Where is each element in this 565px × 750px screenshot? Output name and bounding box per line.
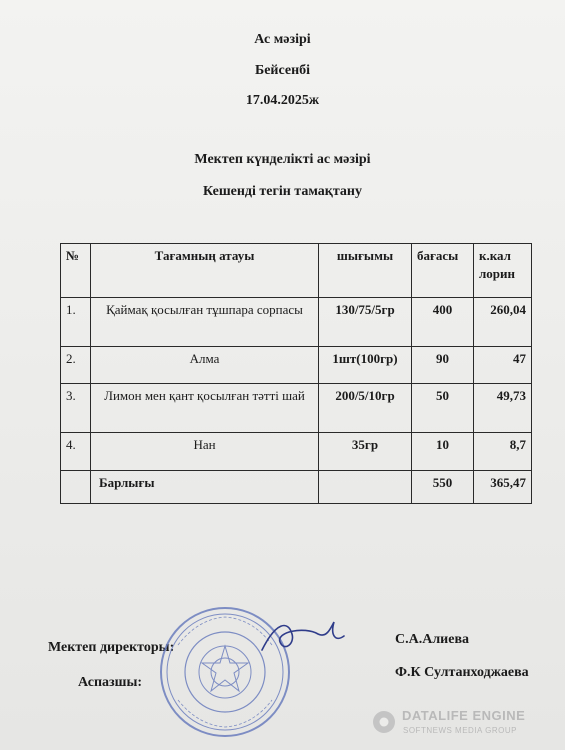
table-row <box>61 347 532 384</box>
total-price: 550 <box>412 471 474 504</box>
row-number: 4. <box>61 433 91 471</box>
row-number: 3. <box>61 384 91 433</box>
cook-name: Ф.К Султанходжаева <box>395 665 529 680</box>
table-row <box>61 298 532 347</box>
dish-price: 10 <box>412 433 474 471</box>
document-title: Ас мәзірі <box>254 32 311 47</box>
total-kcal: 365,47 <box>474 471 532 504</box>
table-header-row <box>61 244 532 298</box>
column-header-kcal: к.кал лорин <box>474 244 532 298</box>
menu-subtitle-2: Кешенді тегін тамақтану <box>203 184 362 199</box>
dish-price: 50 <box>412 384 474 433</box>
total-label: Барлығы <box>91 471 319 504</box>
menu-subtitle: Мектеп күнделікті ас мәзірі <box>194 152 371 167</box>
column-header-price: бағасы <box>412 244 474 298</box>
dish-name: Лимон мен қант қосылған тәтті шай <box>91 384 319 433</box>
total-row <box>61 471 532 504</box>
dish-name: Нан <box>91 433 319 471</box>
dish-kcal: 47 <box>474 347 532 384</box>
watermark-title: DATALIFE ENGINE <box>402 708 526 723</box>
column-header-name: Тағамның атауы <box>91 244 319 298</box>
director-name: С.А.Алиева <box>395 632 470 647</box>
dish-kcal: 260,04 <box>474 298 532 347</box>
dish-amount: 130/75/5гр <box>319 298 412 347</box>
director-label: Мектеп директоры: <box>48 640 175 655</box>
director-signature-icon <box>258 612 348 662</box>
day-of-week: Бейсенбі <box>254 63 311 78</box>
dish-price: 400 <box>412 298 474 347</box>
date: 17.04.2025ж <box>245 93 320 108</box>
dish-name: Алма <box>91 347 319 384</box>
row-number: 2. <box>61 347 91 384</box>
table-row <box>61 384 532 433</box>
table-row <box>61 433 532 471</box>
column-header-amount: шығымы <box>319 244 412 298</box>
dish-amount: 35гр <box>319 433 412 471</box>
dish-amount: 1шт(100гр) <box>319 347 412 384</box>
watermark <box>372 704 542 744</box>
row-number: 1. <box>61 298 91 347</box>
dish-name: Қаймақ қосылған тұшпара сорпасы <box>91 298 319 347</box>
watermark-logo-icon <box>372 710 396 734</box>
menu-table <box>60 243 532 504</box>
dish-kcal: 49,73 <box>474 384 532 433</box>
cook-label: Аспазшы: <box>78 675 143 690</box>
column-header-number: № <box>61 244 91 298</box>
dish-kcal: 8,7 <box>474 433 532 471</box>
watermark-subtitle: SOFTNEWS MEDIA GROUP <box>403 726 518 735</box>
dish-amount: 200/5/10гр <box>319 384 412 433</box>
dish-price: 90 <box>412 347 474 384</box>
